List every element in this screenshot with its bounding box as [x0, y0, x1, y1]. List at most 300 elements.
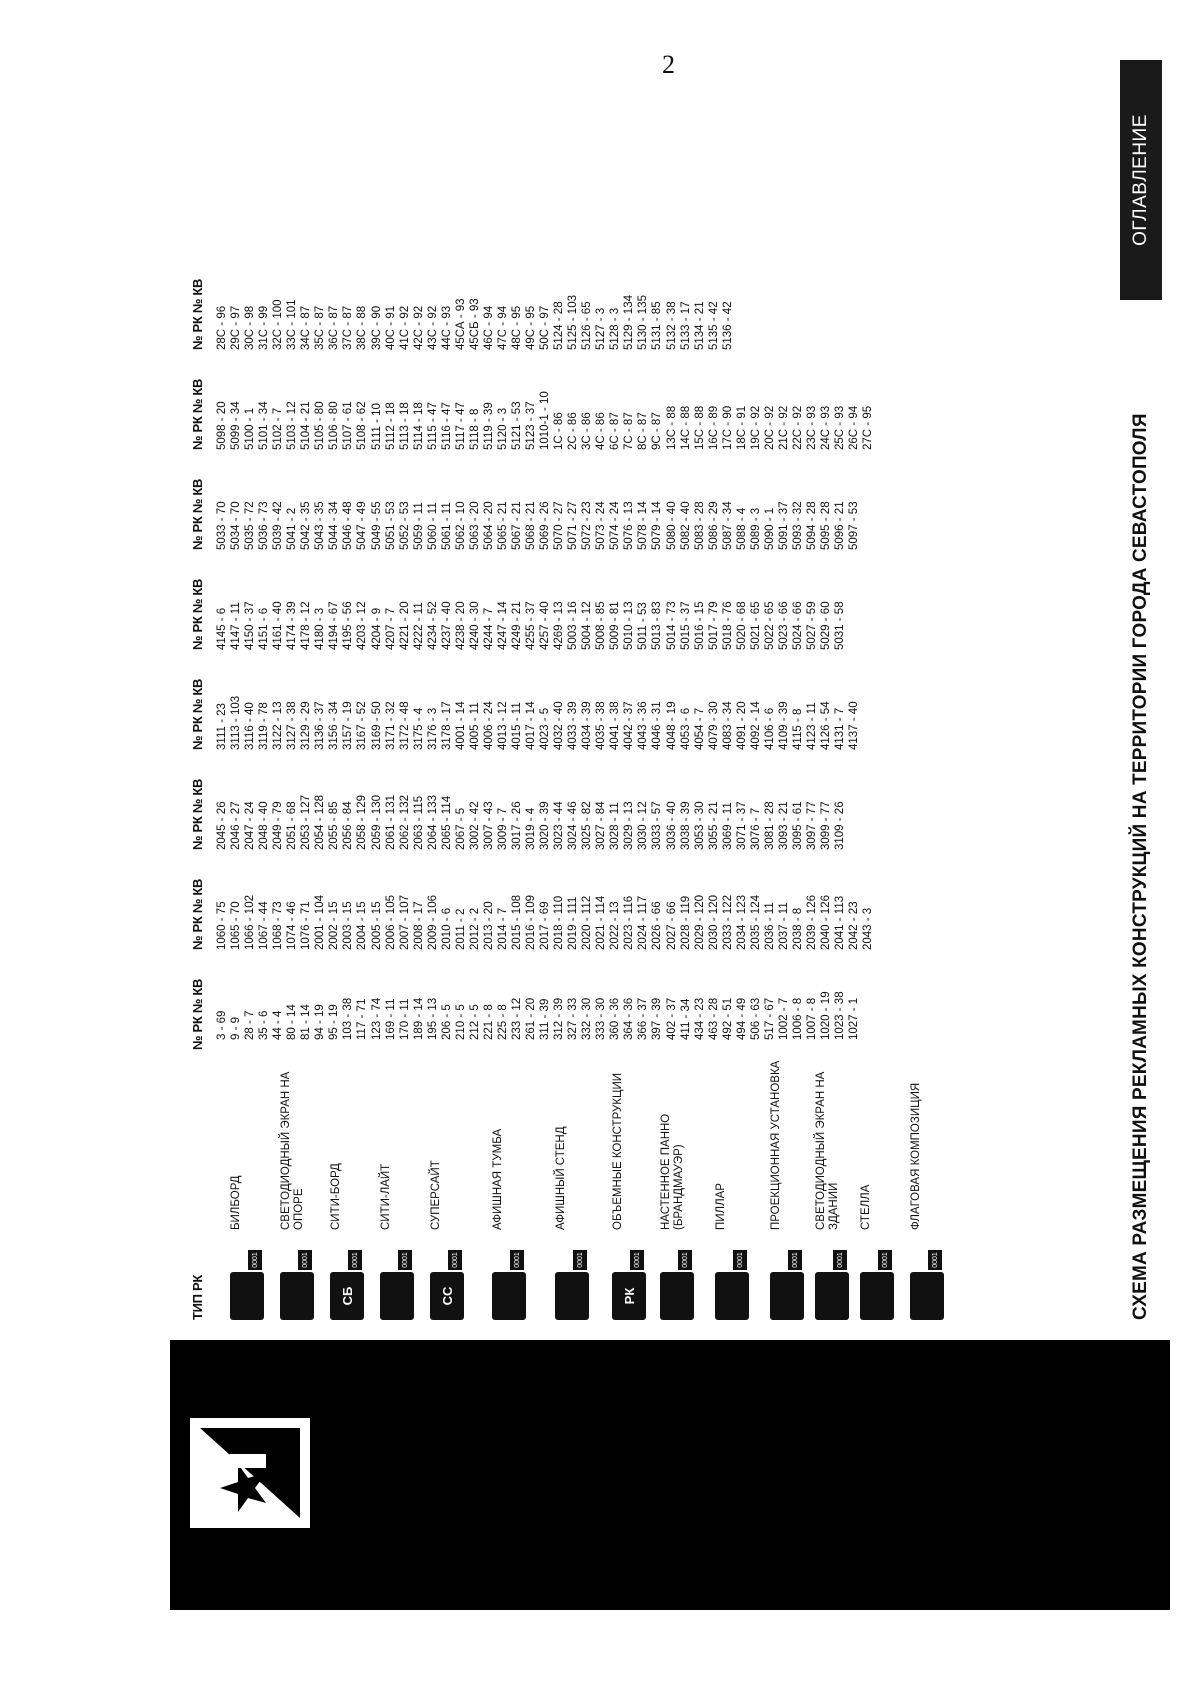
table-cell: 5015 - 37	[679, 601, 692, 650]
table-cell: 2006 - 105	[384, 895, 397, 950]
table-cell: 3171 - 32	[384, 701, 397, 750]
table-cell: 43С - 92	[426, 305, 439, 350]
table-cell: 2034 - 123	[735, 895, 748, 950]
table-cell: 5106 - 80	[328, 401, 341, 450]
table-cell: 19С - 92	[749, 405, 762, 450]
type-label: СИТИ-ЛАЙТ	[380, 1163, 392, 1230]
table-cell: 311 - 39	[539, 998, 552, 1040]
type-label: ПИЛЛАР	[715, 1183, 727, 1230]
table-cell: 2026 - 66	[651, 901, 664, 950]
table-cell: 2033 - 122	[721, 895, 734, 950]
table-cell: 397 - 39	[651, 997, 664, 1040]
table-cell: 1010-1 - 10	[539, 391, 552, 450]
table-cell: 4115 - 8	[791, 708, 804, 750]
table-cell: 5083 - 28	[693, 501, 706, 550]
table-cell: 4023 - 5	[539, 707, 552, 750]
table-cell: 2039 - 126	[805, 895, 818, 950]
table-cell: 5036 - 73	[258, 501, 271, 550]
table-cell: 4034 - 39	[581, 701, 594, 750]
data-column	[215, 391, 875, 450]
table-cell: 364 - 36	[623, 997, 636, 1040]
table-cell: 5080 - 40	[665, 501, 678, 550]
table-cell: 3116 - 40	[244, 702, 257, 750]
table-cell: 5072 - 23	[581, 501, 594, 550]
table-cell: 2011 - 2	[454, 908, 467, 950]
table-cell: 2040 - 126	[820, 895, 833, 950]
poster-column-icon	[492, 1272, 526, 1320]
table-cell: 4042 - 37	[623, 701, 636, 750]
table-cell: 5097 - 53	[848, 501, 861, 550]
flag-composition-icon	[910, 1272, 944, 1320]
type-label: ПРОЕКЦИОННАЯ УСТАНОВКА	[770, 1060, 782, 1230]
table-cell: 5035 - 72	[244, 501, 257, 550]
table-cell: 1007 - 8	[805, 997, 818, 1040]
table-cell: 3053 - 30	[693, 801, 706, 850]
projector-icon	[770, 1272, 804, 1320]
table-cell: 5004 - 12	[581, 601, 594, 650]
table-cell: 44С - 93	[440, 305, 453, 350]
table-cell: 5067 - 21	[510, 501, 523, 550]
table-cell: 80 - 14	[286, 1004, 299, 1040]
table-cell: 3169 - 50	[370, 701, 383, 750]
table-cell: 2037 - 11	[777, 902, 790, 950]
table-cell: 8С - 87	[637, 412, 650, 450]
table-cell: 3156 - 34	[328, 701, 341, 750]
type-tag: 0001	[733, 1250, 747, 1270]
table-cell: 5020 - 68	[735, 601, 748, 650]
table-cell: 2008 - 17	[412, 901, 425, 950]
table-cell: 2023 - 116	[623, 895, 636, 950]
type-label: АФИШНАЯ ТУМБА	[492, 1128, 504, 1230]
table-cell: 2035 - 124	[749, 895, 762, 950]
table-cell: 3127 - 38	[286, 701, 299, 750]
table-cell: 2014 - 7	[496, 907, 509, 950]
table-cell: 5042 - 35	[300, 501, 313, 550]
table-cell: 9 - 9	[230, 1016, 243, 1040]
data-column	[215, 895, 875, 950]
table-cell: 1С - 86	[553, 412, 566, 450]
table-cell: 189 - 14	[412, 997, 425, 1040]
table-cell: 5003 - 16	[567, 601, 580, 650]
table-cell: 2054 - 128	[314, 795, 327, 850]
table-cell: 2009 - 106	[426, 895, 439, 950]
table-cell: 5071 - 27	[567, 501, 580, 550]
table-cell: 5070 - 27	[553, 501, 566, 550]
table-cell: 94 - 19	[314, 1004, 327, 1040]
table-cell: 5013 - 83	[651, 601, 664, 650]
billboard-icon	[230, 1272, 264, 1320]
table-cell: 4269 - 13	[553, 601, 566, 650]
table-cell: 5089 - 3	[749, 507, 762, 550]
table-cell: 3157 - 19	[342, 701, 355, 750]
table-cell: 2022 - 13	[609, 901, 622, 950]
type-tag: 0001	[398, 1250, 412, 1270]
table-cell: 103 - 38	[342, 997, 355, 1040]
table-cell: 3 - 69	[216, 1010, 228, 1040]
table-cell: 1074 - 46	[286, 901, 299, 950]
type-tag: 0001	[928, 1250, 942, 1270]
table-cell: 3002 - 42	[468, 801, 481, 850]
table-cell: 5079 - 14	[651, 501, 664, 550]
table-cell: 25С - 93	[834, 405, 847, 450]
table-cell: 4053 - 6	[679, 707, 692, 750]
data-column	[215, 295, 735, 350]
table-cell: 4015 - 11	[510, 702, 523, 750]
table-cell: 2028 - 119	[679, 895, 692, 950]
table-cell: 1060 - 75	[216, 901, 228, 950]
table-cell: 5115 - 47	[426, 402, 439, 450]
table-cell: 3095 - 61	[791, 801, 804, 850]
table-cell: 5051 - 53	[384, 501, 397, 550]
table-cell: 2058 - 129	[356, 795, 369, 850]
type-tag: 0001	[678, 1250, 692, 1270]
table-cell: 4006 - 24	[482, 701, 495, 750]
table-cell: 17С - 90	[721, 405, 734, 450]
table-cell: 1068 - 73	[272, 901, 285, 950]
type-tag: 0001	[448, 1250, 462, 1270]
table-cell: 4131 - 7	[834, 707, 847, 750]
table-cell: 2005 - 15	[370, 901, 383, 950]
table-cell: 2041 - 113	[834, 895, 847, 950]
table-cell: 2067 - 5	[454, 807, 467, 850]
table-cell: 5091 - 37	[777, 501, 790, 550]
city-light-icon	[380, 1272, 414, 1320]
table-cell: 221 - 8	[482, 1004, 495, 1040]
table-cell: 517 - 67	[763, 997, 776, 1040]
table-cell: 3111 - 23	[216, 703, 228, 750]
table-cell: 3071 - 37	[735, 801, 748, 850]
table-cell: 5014 - 73	[665, 601, 678, 650]
table-cell: 3176 - 3	[426, 707, 439, 750]
table-cell: 506 - 63	[749, 997, 762, 1040]
table-cell: 4150 - 37	[244, 601, 257, 650]
table-cell: 2049 - 79	[272, 801, 285, 850]
table-cell: 2018 - 110	[553, 895, 566, 950]
table-cell: 5113 - 18	[398, 402, 411, 450]
table-cell: 2056 - 84	[342, 801, 355, 850]
table-cell: 4137 - 40	[848, 701, 861, 750]
type-label: СИТИ-БОРД	[330, 1163, 342, 1230]
table-cell: 3136 - 37	[314, 701, 327, 750]
table-cell: 5068 - 21	[525, 501, 538, 550]
table-cell: 5121 - 53	[510, 401, 523, 450]
table-cell: 3024 - 46	[567, 801, 580, 850]
table-cell: 13С - 88	[665, 405, 678, 450]
table-cell: 5009 - 81	[609, 601, 622, 650]
table-cell: 5049 - 55	[370, 501, 383, 550]
table-cell: 4257 - 40	[539, 601, 552, 650]
table-cell: 4005 - 11	[468, 702, 481, 750]
table-cell: 3007 - 43	[482, 801, 495, 850]
table-cell: 1066 - 102	[244, 895, 257, 950]
table-cell: 2053 - 127	[300, 795, 313, 850]
table-cell: 45СА - 93	[454, 298, 467, 350]
table-cell: 3019 - 4	[525, 807, 538, 850]
table-cell: 5094 - 28	[805, 501, 818, 550]
table-cell: 210 - 5	[454, 1004, 467, 1040]
table-cell: 38С - 88	[356, 305, 369, 350]
type-tag: 0001	[878, 1250, 892, 1270]
table-cell: 3119 - 78	[258, 702, 271, 750]
table-cell: 3С - 86	[581, 412, 594, 450]
type-tag: 0001	[348, 1250, 362, 1270]
table-cell: 4174 - 39	[286, 601, 299, 650]
table-cell: 5023 - 66	[777, 601, 790, 650]
table-cell: 3122 - 13	[272, 701, 285, 750]
table-cell: 5024 - 66	[791, 601, 804, 650]
table-cell: 5065 - 21	[496, 501, 509, 550]
table-cell: 312 - 39	[553, 997, 566, 1040]
table-cell: 333 - 30	[595, 997, 608, 1040]
table-cell: 2013 - 20	[482, 901, 495, 950]
table-cell: 1002 - 7	[777, 997, 790, 1040]
table-cell: 4195 - 56	[342, 601, 355, 650]
table-cell: 4180 - 3	[314, 607, 327, 650]
table-cell: 5103 - 12	[286, 401, 299, 450]
type-tag: 0001	[298, 1250, 312, 1270]
table-cell: 5074 - 24	[609, 501, 622, 550]
table-cell: 4237 - 40	[440, 601, 453, 650]
table-cell: 22С - 92	[791, 405, 804, 450]
table-cell: 5033 - 70	[216, 501, 228, 550]
table-cell: 5047 - 49	[356, 501, 369, 550]
table-cell: 33С - 101	[286, 299, 299, 350]
left-panel	[170, 1340, 1170, 1610]
table-cell: 5088 - 4	[735, 507, 748, 550]
table-cell: 5136 - 42	[721, 301, 734, 350]
table-cell: 5011 - 53	[637, 602, 650, 650]
table-cell: 5043 - 35	[314, 501, 327, 550]
table-cell: 5107 - 61	[342, 401, 355, 450]
table-cell: 123 - 74	[370, 997, 383, 1040]
table-cell: 35 - 6	[258, 1010, 271, 1040]
table-cell: 1065 - 70	[230, 901, 243, 950]
table-cell: 261 - 20	[525, 997, 538, 1040]
table-cell: 5064 - 20	[482, 501, 495, 550]
table-cell: 3097 - 77	[805, 801, 818, 850]
table-cell: 2004 - 15	[356, 901, 369, 950]
table-cell: 3055 - 21	[707, 801, 720, 850]
type-tag: 0001	[833, 1250, 847, 1270]
table-cell: 45СБ - 93	[468, 298, 481, 350]
table-cell: 5108 - 62	[356, 401, 369, 450]
table-cell: 44 - 4	[272, 1010, 285, 1040]
table-cell: 39С - 90	[370, 305, 383, 350]
table-cell: 2043 - 3	[862, 907, 875, 950]
table-cell: 2064 - 133	[426, 795, 439, 850]
table-cell: 3129 - 29	[300, 701, 313, 750]
table-cell: 5073 - 24	[595, 501, 608, 550]
table-cell: 3167 - 52	[356, 701, 369, 750]
table-cell: 15С - 88	[693, 405, 706, 450]
type-row-stele	[860, 760, 900, 1320]
table-cell: 5105 - 80	[314, 401, 327, 450]
table-cell: 2048 - 40	[258, 801, 271, 850]
type-tag: 0001	[630, 1250, 644, 1270]
table-cell: 3017 - 26	[510, 801, 523, 850]
table-cell: 3029 - 13	[623, 801, 636, 850]
type-tag: 0001	[510, 1250, 524, 1270]
table-cell: 2007 - 107	[398, 895, 411, 950]
column-header-6: № РК № КВ	[190, 478, 205, 550]
table-cell: 2024 - 117	[637, 895, 650, 950]
page-number: 2	[662, 50, 675, 79]
table-cell: 5135 - 42	[707, 301, 720, 350]
table-of-contents-button[interactable]: ОГЛАВЛЕНИЕ	[1120, 60, 1162, 300]
table-cell: 3069 - 11	[721, 802, 734, 850]
table-cell: 2055 - 85	[328, 801, 341, 850]
table-cell: 5112 - 18	[384, 402, 397, 450]
table-cell: 1076 - 71	[300, 901, 313, 950]
table-cell: 2062 - 132	[398, 795, 411, 850]
table-cell: 5022 - 65	[763, 601, 776, 650]
table-cell: 492 - 51	[721, 997, 734, 1040]
table-cell: 366 - 37	[637, 997, 650, 1040]
table-cell: 5119 - 39	[482, 402, 495, 450]
table-cell: 5131 - 85	[651, 301, 664, 350]
table-cell: 2002 - 15	[328, 901, 341, 950]
table-cell: 46С - 94	[482, 305, 495, 350]
table-cell: 23С - 93	[805, 405, 818, 450]
table-cell: 5090 - 1	[763, 507, 776, 550]
table-cell: 4109 - 39	[777, 701, 790, 750]
table-cell: 5010 - 13	[623, 601, 636, 650]
table-cell: 5124 - 28	[553, 301, 566, 350]
table-cell: 4145 - 6	[216, 607, 228, 650]
table-cell: 5099 - 34	[230, 401, 243, 450]
table-cell: 3025 - 82	[581, 801, 594, 850]
data-column	[215, 795, 847, 850]
table-cell: 6С - 87	[609, 412, 622, 450]
table-cell: 20С - 92	[763, 405, 776, 450]
table-cell: 4204 - 9	[370, 607, 383, 650]
table-cell: 4247 - 14	[496, 601, 509, 650]
table-cell: 5130 - 135	[637, 295, 650, 350]
table-cell: 3033 - 57	[651, 801, 664, 850]
table-cell: 5041 - 2	[286, 507, 299, 550]
table-cell: 5100 - 1	[244, 407, 257, 450]
type-tag: 0001	[248, 1250, 262, 1270]
table-cell: 332 - 30	[581, 997, 594, 1040]
table-cell: 5063 - 20	[468, 501, 481, 550]
table-cell: 5034 - 70	[230, 501, 243, 550]
table-cell: 4123 - 11	[805, 702, 818, 750]
table-cell: 5021 - 65	[749, 601, 762, 650]
table-cell: 4222 - 11	[412, 602, 425, 650]
table-cell: 5018 - 76	[721, 601, 734, 650]
table-cell: 50С - 97	[539, 305, 552, 350]
table-cell: 4238 - 20	[454, 601, 467, 650]
table-cell: 2003 - 15	[342, 901, 355, 950]
table-cell: 327 - 33	[567, 997, 580, 1040]
table-cell: 5126 - 65	[581, 301, 594, 350]
table-cell: 2042 - 23	[848, 901, 861, 950]
table-cell: 4092 - 14	[749, 701, 762, 750]
data-column	[215, 696, 861, 750]
table-cell: 5102 - 7	[272, 407, 285, 450]
table-cell: 4035 - 38	[595, 701, 608, 750]
table-cell: 2063 - 115	[412, 795, 425, 850]
table-cell: 4048 - 19	[665, 701, 678, 750]
table-cell: 117 - 71	[356, 998, 369, 1040]
type-label: СВЕТОДИОДНЫЙ ЭКРАН НА ОПОРЕ	[280, 1071, 305, 1230]
type-label: НАСТЕННОЕ ПАННО (БРАНДМАУЭР)	[660, 1113, 685, 1230]
table-cell: 5082 - 40	[679, 501, 692, 550]
type-label: СУПЕРСАЙТ	[430, 1160, 442, 1230]
table-cell: 16С - 89	[707, 405, 720, 450]
table-cell: 170 - 11	[398, 998, 411, 1040]
table-cell: 1020 - 19	[820, 991, 833, 1040]
table-cell: 5044 - 34	[328, 501, 341, 550]
table-cell: 3178 - 17	[440, 701, 453, 750]
table-cell: 3020 - 39	[539, 801, 552, 850]
table-cell: 32С - 100	[272, 299, 285, 350]
table-cell: 9С - 87	[651, 412, 664, 450]
table-cell: 3036 - 40	[665, 801, 678, 850]
scheme-title: СХЕМА РАЗМЕЩЕНИЯ РЕКЛАМНЫХ КОНСТРУКЦИЙ НА ТЕРРИТОРИИ ГОРОДА СЕВАСТОПОЛЯ	[1130, 413, 1151, 1320]
table-cell: 18С - 91	[735, 405, 748, 450]
table-cell: 3175 - 4	[412, 707, 425, 750]
table-cell: 5029 - 60	[820, 601, 833, 650]
table-cell: 30С - 98	[244, 305, 257, 350]
table-cell: 4001 - 14	[454, 701, 467, 750]
table-cell: 29С - 97	[230, 305, 243, 350]
table-cell: 494 - 49	[735, 997, 748, 1040]
sevastopol-emblem-icon	[190, 1418, 310, 1528]
table-cell: 5016 - 15	[693, 601, 706, 650]
table-cell: 2051 - 68	[286, 801, 299, 850]
table-cell: 2001 - 104	[314, 895, 327, 950]
table-cell: 95 - 19	[328, 1004, 341, 1040]
table-cell: 212 - 5	[468, 1004, 481, 1040]
table-cell: 195 - 13	[426, 997, 439, 1040]
column-header-4: № РК № КВ	[190, 678, 205, 750]
table-cell: 2059 - 130	[370, 795, 383, 850]
table-cell: 5061 - 11	[440, 502, 453, 550]
scheme-sheet	[170, 50, 1170, 1610]
table-cell: 1067 - 44	[258, 901, 271, 950]
poster-stand-icon	[555, 1272, 589, 1320]
table-cell: 2065 - 114	[440, 795, 453, 850]
table-cell: 49С - 95	[525, 305, 538, 350]
table-cell: 2047 - 24	[244, 801, 257, 850]
type-label: СТЕЛЛА	[860, 1184, 872, 1230]
table-cell: 7С - 87	[623, 412, 636, 450]
table-cell: 24С - 93	[820, 405, 833, 450]
table-cell: 4240 - 30	[468, 601, 481, 650]
supersite-icon: СС	[430, 1272, 464, 1320]
table-cell: 3028 - 11	[609, 802, 622, 850]
table-cell: 4С - 86	[595, 412, 608, 450]
table-cell: 4043 - 36	[637, 701, 650, 750]
table-cell: 5125 - 103	[567, 295, 580, 350]
table-cell: 5031 - 58	[834, 601, 847, 650]
table-cell: 5027 - 59	[805, 601, 818, 650]
table-cell: 2010 - 6	[440, 907, 453, 950]
table-cell: 14С - 88	[679, 405, 692, 450]
table-cell: 4017 - 14	[525, 701, 538, 750]
table-cell: 35С - 87	[314, 305, 327, 350]
table-cell: 1006 - 8	[791, 997, 804, 1040]
table-cell: 4032 - 40	[553, 701, 566, 750]
table-cell: 4054 - 7	[693, 707, 706, 750]
table-cell: 21С - 92	[777, 405, 790, 450]
led-screen-building-icon	[815, 1272, 849, 1320]
type-label: БИЛБОРД	[230, 1175, 242, 1230]
table-cell: 5118 - 8	[468, 408, 481, 450]
column-header-7: № РК № КВ	[190, 378, 205, 450]
table-cell: 5128 - 3	[609, 307, 622, 350]
